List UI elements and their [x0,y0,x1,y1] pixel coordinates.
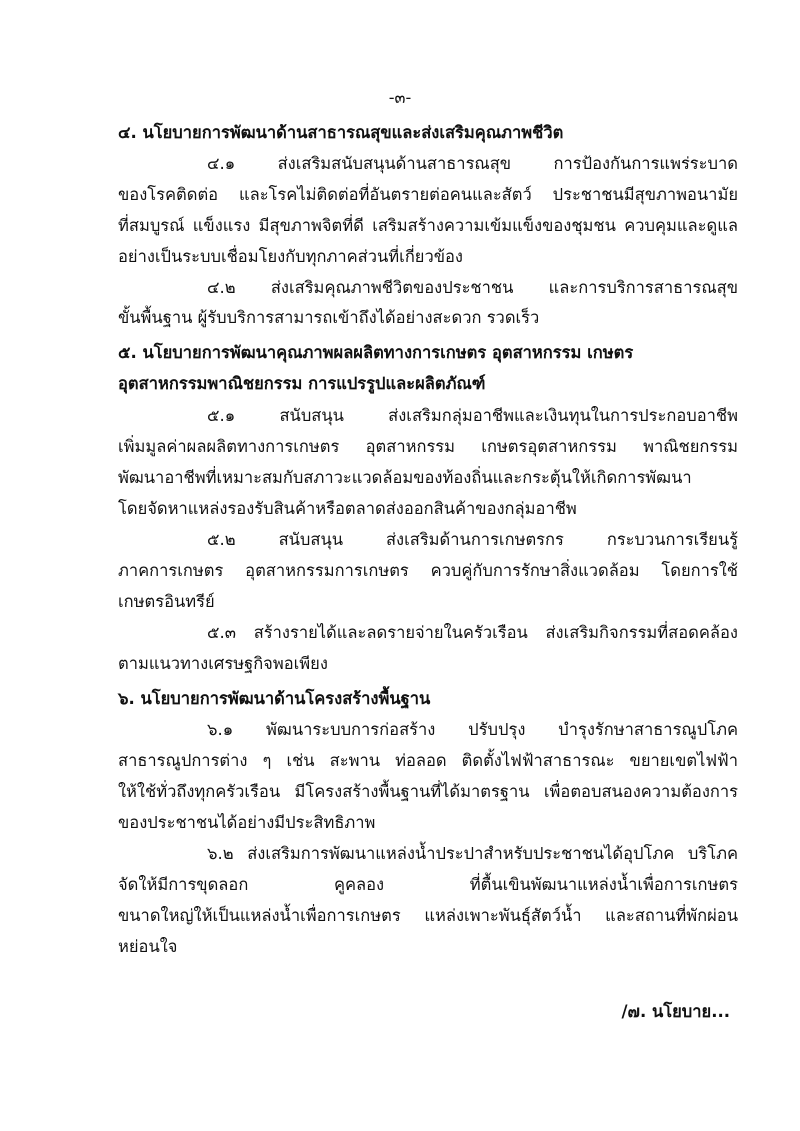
paragraph-6-1-line-1: ๖.๑ พัฒนาระบบการก่อสร้าง ปรับปรุง บำรุงรักษาสาธารณูปโภค [207,720,738,739]
paragraph-6-2-line-2: จัดให้มีการขุดลอก คูคลอง ที่ตื้นเขินพัฒนาแหล่งน้ำเพื่อการเกษตร [118,875,738,894]
section-6-heading: ๖. นโยบายการพัฒนาด้านโครงสร้างพื้นฐาน [118,689,431,708]
paragraph-5-1-line-4: โดยจัดหาแหล่งรองรับสินค้าหรือตลาดส่งออกสินค้าของกลุ่มอาชีพ [118,499,577,518]
next-page-reference: /๗. นโยบาย... [621,1002,730,1021]
paragraph-5-3-line-1: ๕.๓ สร้างรายได้และลดรายจ่ายในครัวเรือน ส่งเสริมกิจกรรมที่สอดคล้อง [207,623,738,642]
paragraph-5-2-line-3: เกษตรอินทรีย์ [118,592,215,611]
page-number: -๓- [388,88,412,107]
paragraph-6-1-line-2: สาธารณูปการต่าง ๆ เช่น สะพาน ท่อลอด ติดตั้งไฟฟ้าสาธารณะ ขยายเขตไฟฟ้า [118,751,738,770]
section-5-heading-line-1: ๕. นโยบายการพัฒนาคุณภาพผลผลิตทางการเกษตร อุตสาหกรรม เกษตร [118,343,634,362]
paragraph-6-2-line-3: ขนาดใหญ่ให้เป็นแหล่งน้ำเพื่อการเกษตร แหล่งเพาะพันธุ์สัตว์น้ำ และสถานที่พักผ่อน [118,906,738,925]
paragraph-4-1-line-3: ที่สมบูรณ์ แข็งแรง มีสุขภาพจิตที่ดี เสริมสร้างความเข้มแข็งของชุมชน ควบคุมและดูแล [118,216,738,235]
paragraph-5-3-line-2: ตามแนวทางเศรษฐกิจพอเพียง [118,654,328,673]
paragraph-5-1-line-2: เพิ่มมูลค่าผลผลิตทางการเกษตร อุตสาหกรรม เกษตรอุตสาหกรรม พาณิชยกรรม [118,437,738,456]
paragraph-4-1-line-4: อย่างเป็นระบบเชื่อมโยงกับทุกภาคส่วนที่เกี่ยวข้อง [118,247,463,266]
section-5-heading-line-2: อุตสาหกรรมพาณิชยกรรม การแปรรูปและผลิตภัณฑ์ [118,374,486,393]
paragraph-6-2-line-1: ๖.๒ ส่งเสริมการพัฒนาแหล่งน้ำประปาสำหรับประชาชนได้อุปโภค บริโภค [207,844,738,863]
paragraph-6-1-line-3: ให้ใช้ทั่วถึงทุกครัวเรือน มีโครงสร้างพื้นฐานที่ได้มาตรฐาน เพื่อตอบสนองความต้องการ [118,782,738,801]
paragraph-6-1-line-4: ของประชาชนได้อย่างมีประสิทธิภาพ [118,813,376,832]
paragraph-4-2-line-1: ๔.๒ ส่งเสริมคุณภาพชีวิตของประชาชน และการบริการสาธารณสุข [207,278,738,297]
paragraph-4-2-line-2: ขั้นพื้นฐาน ผู้รับบริการสามารถเข้าถึงได้อย่างสะดวก รวดเร็ว [118,308,540,327]
paragraph-4-1-line-1: ๔.๑ ส่งเสริมสนับสนุนด้านสาธารณสุข การป้องกันการแพร่ระบาด [207,154,738,173]
paragraph-5-1-line-3: พัฒนาอาชีพที่เหมาะสมกับสภาวะแวดล้อมของท้องถิ่นและกระตุ้นให้เกิดการพัฒนา [118,468,692,487]
paragraph-5-1-line-1: ๕.๑ สนับสนุน ส่งเสริมกลุ่มอาชีพและเงินทุนในการประกอบอาชีพ [207,406,738,425]
paragraph-4-1-line-2: ของโรคติดต่อ และโรคไม่ติดต่อที่อันตรายต่อคนและสัตว์ ประชาชนมีสุขภาพอนามัย [118,185,738,204]
paragraph-5-2-line-1: ๕.๒ สนับสนุน ส่งเสริมด้านการเกษตรกร กระบวนการเรียนรู้ [207,530,738,549]
paragraph-6-2-line-4: หย่อนใจ [118,937,178,956]
paragraph-5-2-line-2: ภาคการเกษตร อุตสาหกรรมการเกษตร ควบคู่กับการรักษาสิ่งแวดล้อม โดยการใช้ [118,561,738,580]
section-4-heading: ๔. นโยบายการพัฒนาด้านสาธารณสุขและส่งเสริมคุณภาพชีวิต [118,123,564,142]
